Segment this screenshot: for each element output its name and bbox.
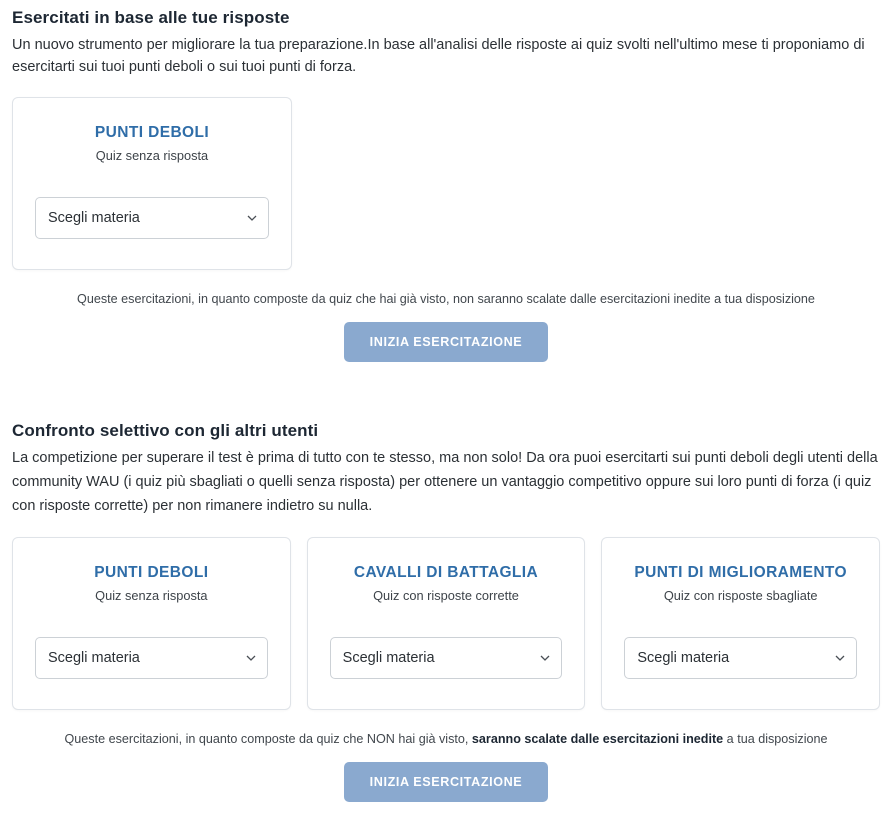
section-description-confronto: La competizione per superare il test è prima di tutto con te stesso, ma non solo! Da ora puoi esercitarti sui punti deboli degli utenti della community WAU (i quiz più sbagliati o quelli senza risposta) per ottenere un vantaggio competitivo oppure sui loro punti di forza (i quiz con risposte corrette) per non rimanere indietro su nulla.	[12, 449, 878, 514]
card-title: PUNTI DEBOLI	[94, 123, 210, 141]
inizia-esercitazione-button-2[interactable]: INIZIA ESERCITAZIONE	[344, 762, 549, 802]
section-title-esercitati: Esercitati in base alle tue risposte	[12, 8, 290, 27]
select-wrapper	[330, 637, 563, 679]
note-confronto	[12, 732, 880, 746]
card-subtitle: Quiz con risposte sbagliate	[663, 587, 818, 603]
card-title: CAVALLI DI BATTAGLIA	[353, 563, 539, 581]
card-cavalli-di-battaglia	[307, 537, 586, 710]
card-subtitle: Quiz senza risposta	[95, 147, 209, 163]
section-description-esercitati: Un nuovo strumento per migliorare la tua preparazione.In base all'analisi delle risposte ai quiz svolti nell'ultimo mese ti proponiamo di esercitarti sui tuoi punti deboli o sui tuoi punti di forza.	[12, 37, 865, 76]
select-wrapper	[624, 637, 857, 679]
inizia-esercitazione-button-1[interactable]: INIZIA ESERCITAZIONE	[344, 322, 549, 362]
note-esercitati: Queste esercitazioni, in quanto composte da quiz che hai già visto, non saranno scalate dalle esercitazioni inedite a tua disposizione	[77, 291, 815, 306]
cards-row-confronto	[12, 537, 880, 710]
card-subtitle: Quiz senza risposta	[95, 587, 208, 603]
materia-select-punti-deboli-community[interactable]	[35, 637, 268, 679]
card-punti-deboli-personali	[12, 97, 292, 270]
select-wrapper	[35, 637, 268, 679]
note-text-bold: saranno scalate dalle esercitazioni inedite	[471, 731, 724, 746]
button-row-confronto	[12, 762, 880, 802]
card-subtitle: Quiz con risposte corrette	[373, 587, 519, 603]
note-text-part2: a tua disposizione	[723, 731, 828, 746]
section-title-confronto: Confronto selettivo con gli altri utenti	[12, 420, 319, 440]
note-text-part1: Queste esercitazioni, in quanto composte da quiz che NON hai già visto,	[64, 731, 472, 746]
materia-select-punti-di-miglioramento[interactable]	[624, 637, 857, 679]
cards-row-esercitati	[12, 97, 880, 270]
materia-select-punti-deboli-personali[interactable]	[35, 197, 269, 239]
select-wrapper	[35, 197, 269, 239]
page-container	[0, 8, 892, 802]
materia-select-cavalli-di-battaglia[interactable]	[330, 637, 563, 679]
section-divider	[12, 390, 880, 391]
card-title: PUNTI DEBOLI	[94, 563, 209, 581]
card-punti-deboli-community	[12, 537, 291, 710]
button-row-esercitati	[12, 322, 880, 362]
card-title: PUNTI DI MIGLIORAMENTO	[634, 563, 847, 581]
card-punti-di-miglioramento	[601, 537, 880, 710]
